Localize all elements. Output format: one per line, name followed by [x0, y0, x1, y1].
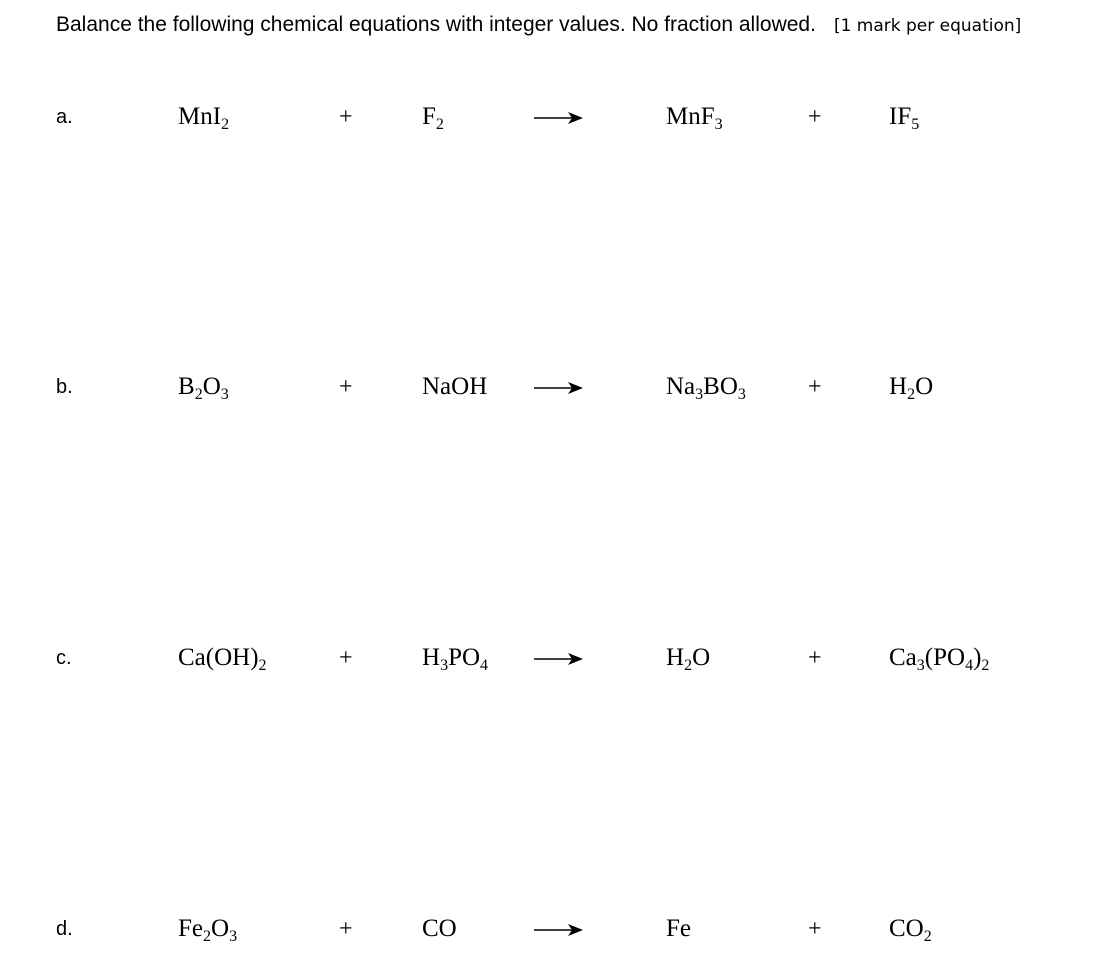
worksheet-header — [56, 10, 1106, 40]
reactant-1: $Ca(OH)_2$ — [178, 644, 267, 675]
plus-sign: + — [808, 374, 822, 400]
equation-row-d — [0, 909, 1118, 949]
reaction-arrow-icon — [533, 920, 585, 940]
formula-subscript: 2 — [221, 116, 230, 134]
formula-subscript: 3 — [916, 657, 925, 675]
product-2: $CO_2$ — [889, 915, 932, 946]
reactant-1: MnI$_2$ — [178, 103, 230, 134]
equation-row-b — [0, 367, 1118, 407]
plus-sign: + — [339, 374, 353, 400]
formula-subscript: 2 — [907, 386, 916, 404]
formula-subscript: 3 — [220, 386, 229, 404]
instructions-text: Balance the following chemical equations with integer values. No fraction allowed. — [56, 13, 816, 36]
formula-subscript: 3 — [695, 386, 704, 404]
marks-note: [1 mark per equation] — [833, 16, 1022, 36]
formula-subscript: 2 — [203, 928, 211, 946]
formula-subscript: 3 — [714, 116, 723, 134]
formula-subscript: 2 — [981, 657, 990, 675]
plus-sign: + — [339, 104, 353, 130]
formula-subscript: 3 — [229, 928, 238, 946]
plus-sign: + — [339, 916, 353, 942]
reactant-2: $F_2$ — [422, 103, 444, 134]
formula-subscript: 2 — [684, 657, 693, 675]
plus-sign: + — [808, 645, 822, 671]
equation-letter: c. — [56, 647, 72, 669]
reactant-2: CO — [422, 915, 457, 942]
equation-row-a — [0, 97, 1118, 137]
reactant-1: $B_2O_3$ — [178, 373, 229, 404]
plus-sign: + — [808, 916, 822, 942]
product-1: $Na_3BO_3$ — [666, 373, 746, 404]
plus-sign: + — [339, 645, 353, 671]
equation-letter: a. — [56, 106, 73, 128]
plus-sign: + — [808, 104, 822, 130]
equation-row-c — [0, 638, 1118, 678]
formula-subscript: 5 — [911, 116, 920, 134]
formula-subscript: 2 — [923, 928, 932, 946]
product-1: Fe — [666, 915, 691, 942]
reaction-arrow-icon — [533, 649, 585, 669]
formula-subscript: 2 — [258, 657, 267, 675]
product-2: $IF_5$ — [889, 103, 920, 134]
reactant-2: NaOH — [422, 373, 488, 400]
equation-letter: b. — [56, 376, 73, 398]
reaction-arrow-icon — [533, 378, 585, 398]
formula-subscript: 3 — [440, 657, 449, 675]
product-1: $H_2O$ — [666, 644, 711, 675]
equation-letter: d. — [56, 918, 73, 940]
formula-subscript: 3 — [737, 386, 746, 404]
reactant-2: $H_3PO_4$ — [422, 644, 489, 675]
product-2: $H_2O$ — [889, 373, 934, 404]
formula-subscript: 2 — [194, 386, 203, 404]
formula-subscript: 4 — [965, 657, 974, 675]
product-2: $Ca_3(PO_4)_2$ — [889, 644, 990, 675]
formula-subscript: 2 — [435, 116, 444, 134]
reactant-1: $Fe_2O_3$ — [178, 915, 238, 946]
reaction-arrow-icon — [533, 108, 585, 128]
product-1: MnF$_3$ — [666, 103, 723, 134]
formula-subscript: 4 — [480, 657, 489, 675]
